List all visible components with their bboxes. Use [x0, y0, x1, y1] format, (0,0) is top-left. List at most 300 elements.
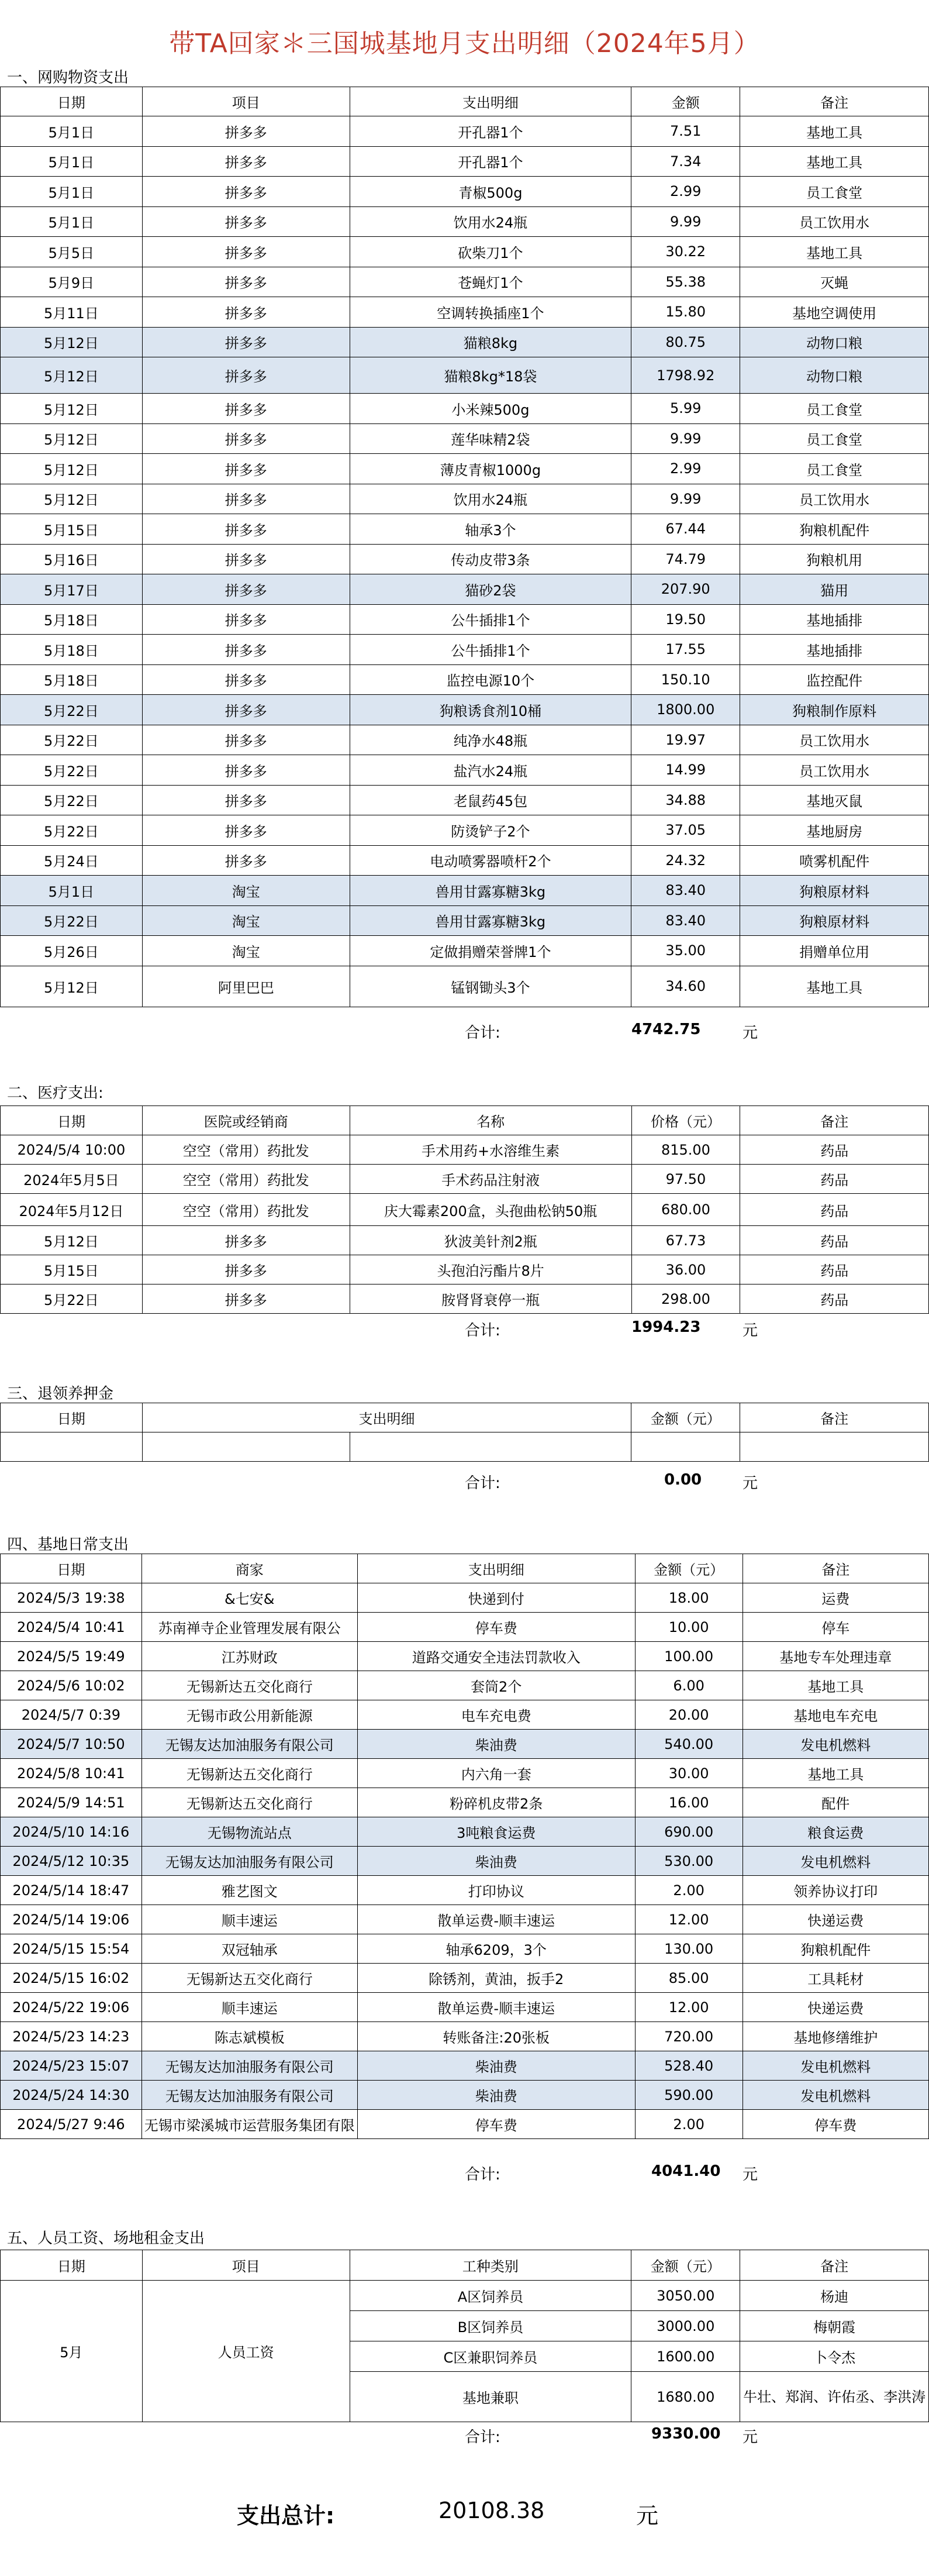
section-5-heading: 五、人员工资、场地租金支出: [7, 2230, 205, 2247]
table-row: [1, 574, 929, 605]
s1-date-cell: 5月12日: [1, 357, 143, 394]
s4-note-cell: 发电机燃料: [742, 2051, 928, 2081]
table-row: [1, 327, 929, 357]
s5-header-amount: 金额（元）: [631, 2250, 740, 2281]
s4-date-cell: 2024/5/5 19:49: [1, 1642, 142, 1671]
table-row: [1, 876, 929, 906]
s4-note-cell: 基地专车处理违章: [742, 1642, 928, 1671]
s2-item-cell: 拼多多: [142, 1226, 350, 1255]
table-row: [1, 116, 929, 147]
s4-amount-cell: 16.00: [635, 1788, 742, 1817]
s4-amount-cell: 10.00: [635, 1613, 742, 1642]
s4-detail-cell: 柴油费: [357, 2081, 635, 2110]
s5-total-label: 合计:: [465, 2429, 500, 2446]
s2-header-amount: 价格（元）: [631, 1106, 740, 1135]
s4-detail-cell: 内六角一套: [357, 1759, 635, 1788]
s1-header-item: 项目: [142, 87, 350, 116]
s5-amount-cell: 3050.00: [631, 2281, 740, 2311]
medical-table: [0, 1106, 929, 1314]
s4-item-cell: 顺丰速运: [141, 1905, 357, 1934]
s5-note-cell: 梅朝霞: [740, 2311, 929, 2341]
table-row: [1, 484, 929, 514]
s2-detail-cell: 头孢泊污酯片8片: [350, 1255, 631, 1284]
s1-item-cell: 拼多多: [142, 267, 350, 297]
online-purchase-table: [0, 87, 929, 1007]
s4-item-cell: 双冠轴承: [141, 1934, 357, 1964]
s1-note-cell: 员工食堂: [740, 423, 929, 454]
s3-empty-cell: [740, 1432, 929, 1462]
table-row: [1, 357, 929, 394]
s1-item-cell: 拼多多: [142, 695, 350, 725]
s4-item-cell: 苏南禅寺企业管理发展有限公: [141, 1613, 357, 1642]
s4-header-date: 日期: [1, 1554, 142, 1583]
s3-header-date: 日期: [1, 1403, 143, 1432]
s4-header-amount: 金额（元）: [635, 1554, 742, 1583]
s1-item-cell: 拼多多: [142, 237, 350, 267]
s1-date-cell: 5月22日: [1, 755, 143, 786]
s4-note-cell: 基地工具: [742, 1671, 928, 1700]
s1-item-cell: 拼多多: [142, 635, 350, 665]
table-row: [1, 1730, 929, 1759]
s4-amount-cell: 540.00: [635, 1730, 742, 1759]
s4-detail-cell: 柴油费: [357, 1847, 635, 1876]
s1-note-cell: 员工饮用水: [740, 206, 929, 237]
table-row: [1, 1993, 929, 2022]
s5-note-cell: 杨迪: [740, 2281, 929, 2311]
s1-detail-cell: 开孔器1个: [350, 146, 631, 177]
s4-date-cell: 2024/5/22 19:06: [1, 1993, 142, 2022]
s1-date-cell: 5月18日: [1, 664, 143, 695]
s1-item-cell: 拼多多: [142, 177, 350, 207]
table-row: [1, 544, 929, 574]
s3-empty-cell: [631, 1432, 740, 1462]
s1-item-cell: 拼多多: [142, 574, 350, 605]
s3-total-unit: 元: [742, 1475, 758, 1492]
s1-detail-cell: 传动皮带3条: [350, 544, 631, 574]
s4-header-item: 商家: [141, 1554, 357, 1583]
s1-date-cell: 5月1日: [1, 206, 143, 237]
s1-note-cell: 狗粮原材料: [740, 905, 929, 936]
s4-note-cell: 狗粮机配件: [742, 1934, 928, 1964]
s5-category-cell: 基地兼职: [350, 2372, 631, 2422]
s3-header-note: 备注: [740, 1403, 929, 1432]
s1-item-cell: 淘宝: [142, 876, 350, 906]
table-row: [1, 1759, 929, 1788]
s5-category-cell: A区饲养员: [350, 2281, 631, 2311]
s4-amount-cell: 528.40: [635, 2051, 742, 2081]
s1-amount-cell: 150.10: [631, 664, 740, 695]
table-row: [1, 1788, 929, 1817]
s1-item-cell: 拼多多: [142, 327, 350, 357]
s1-item-cell: 拼多多: [142, 423, 350, 454]
s4-note-cell: 停车: [742, 1613, 928, 1642]
grand-total-value: 20108.38: [438, 2498, 545, 2523]
s1-date-cell: 5月16日: [1, 544, 143, 574]
s5-note-cell: 牛壮、郑润、许佑丞、李洪涛: [740, 2372, 929, 2422]
s4-date-cell: 2024/5/15 15:54: [1, 1934, 142, 1964]
s1-item-cell: 淘宝: [142, 936, 350, 966]
s1-date-cell: 5月9日: [1, 267, 143, 297]
table-row: [1, 695, 929, 725]
s1-note-cell: 员工饮用水: [740, 755, 929, 786]
page-title: 带TA回家＊三国城基地月支出明细（2024年5月）: [169, 29, 760, 58]
table-row: [1, 1700, 929, 1730]
s4-date-cell: 2024/5/24 14:30: [1, 2081, 142, 2110]
s1-item-cell: 拼多多: [142, 394, 350, 424]
s4-amount-cell: 20.00: [635, 1700, 742, 1730]
s2-note-cell: 药品: [740, 1194, 929, 1226]
s5-total-unit: 元: [742, 2429, 758, 2446]
table-row: [1, 2051, 929, 2081]
table-row: [1, 1671, 929, 1700]
s1-detail-cell: 猫粮8kg*18袋: [350, 357, 631, 394]
salary-table: [0, 2250, 929, 2422]
table-row: [1, 2081, 929, 2110]
table-row: [1, 1165, 929, 1194]
s1-date-cell: 5月12日: [1, 423, 143, 454]
table-row: [1, 2110, 929, 2139]
s2-date-cell: 5月12日: [1, 1226, 143, 1255]
s3-header-amount: 金额（元）: [631, 1403, 740, 1432]
s1-amount-cell: 80.75: [631, 327, 740, 357]
s4-item-cell: 无锡新达五交化商行: [141, 1759, 357, 1788]
s4-date-cell: 2024/5/8 10:41: [1, 1759, 142, 1788]
table-row: [1, 1135, 929, 1165]
s4-detail-cell: 除锈剂，黄油，扳手2: [357, 1964, 635, 1993]
s2-header-date: 日期: [1, 1106, 143, 1135]
s1-total-label: 合计:: [465, 1024, 500, 1042]
s1-note-cell: 监控配件: [740, 664, 929, 695]
s1-date-cell: 5月17日: [1, 574, 143, 605]
s1-amount-cell: 9.99: [631, 484, 740, 514]
s4-amount-cell: 6.00: [635, 1671, 742, 1700]
s1-detail-cell: 苍蝇灯1个: [350, 267, 631, 297]
table-row: [1, 845, 929, 876]
s3-header-detail: 支出明细: [142, 1403, 631, 1432]
s5-total-value: 9330.00: [651, 2425, 721, 2443]
s1-item-cell: 拼多多: [142, 785, 350, 815]
s1-amount-cell: 24.32: [631, 845, 740, 876]
s1-item-cell: 拼多多: [142, 206, 350, 237]
table-row: [1, 1194, 929, 1226]
s5-note-cell: 卜令杰: [740, 2341, 929, 2372]
section-4-heading: 四、基地日常支出: [7, 1536, 129, 1554]
s1-note-cell: 员工食堂: [740, 394, 929, 424]
s4-amount-cell: 85.00: [635, 1964, 742, 1993]
s1-detail-cell: 电动喷雾器喷杆2个: [350, 845, 631, 876]
s1-item-cell: 拼多多: [142, 725, 350, 755]
s1-note-cell: 基地空调使用: [740, 297, 929, 328]
section-2-heading: 二、医疗支出:: [7, 1084, 103, 1102]
s1-date-cell: 5月1日: [1, 146, 143, 177]
s1-amount-cell: 2.99: [631, 177, 740, 207]
table-row: [1, 1583, 929, 1613]
s4-date-cell: 2024/5/4 10:41: [1, 1613, 142, 1642]
s1-date-cell: 5月26日: [1, 936, 143, 966]
s4-detail-cell: 电车充电费: [357, 1700, 635, 1730]
s1-item-cell: 淘宝: [142, 905, 350, 936]
s4-note-cell: 停车费: [742, 2110, 928, 2139]
s4-detail-cell: 散单运费-顺丰速运: [357, 1905, 635, 1934]
s4-note-cell: 工具耗材: [742, 1964, 928, 1993]
s1-item-cell: 拼多多: [142, 297, 350, 328]
s4-amount-cell: 530.00: [635, 1847, 742, 1876]
s3-empty-cell: [1, 1432, 143, 1462]
deposit-refund-table: [0, 1403, 929, 1462]
s4-note-cell: 配件: [742, 1788, 928, 1817]
s1-note-cell: 狗粮机用: [740, 544, 929, 574]
s3-empty-cell: [350, 1432, 631, 1462]
s2-detail-cell: 手术药品注射液: [350, 1165, 631, 1194]
s1-date-cell: 5月12日: [1, 484, 143, 514]
s1-detail-cell: 公牛插排1个: [350, 604, 631, 635]
s1-amount-cell: 83.40: [631, 905, 740, 936]
s4-detail-cell: 打印协议: [357, 1876, 635, 1905]
s2-date-cell: 5月15日: [1, 1255, 143, 1284]
s4-date-cell: 2024/5/12 10:35: [1, 1847, 142, 1876]
table-row: [1, 1817, 929, 1847]
s1-amount-cell: 15.80: [631, 297, 740, 328]
s2-detail-cell: 胺肾肾衰停一瓶: [350, 1284, 631, 1314]
s4-item-cell: 无锡新达五交化商行: [141, 1964, 357, 1993]
s1-item-cell: 拼多多: [142, 484, 350, 514]
s4-date-cell: 2024/5/10 14:16: [1, 1817, 142, 1847]
s1-note-cell: 基地工具: [740, 116, 929, 147]
table-row: [1, 905, 929, 936]
s2-note-cell: 药品: [740, 1135, 929, 1165]
table-row: [1, 454, 929, 484]
s1-detail-cell: 空调转换插座1个: [350, 297, 631, 328]
s1-item-cell: 拼多多: [142, 815, 350, 846]
s1-amount-cell: 74.79: [631, 544, 740, 574]
s1-item-cell: 阿里巴巴: [142, 966, 350, 1007]
s1-date-cell: 5月1日: [1, 177, 143, 207]
s5-category-cell: C区兼职饲养员: [350, 2341, 631, 2372]
s1-item-cell: 拼多多: [142, 604, 350, 635]
table-row: [1, 394, 929, 424]
s4-item-cell: 江苏财政: [141, 1642, 357, 1671]
s4-note-cell: 发电机燃料: [742, 2081, 928, 2110]
s4-date-cell: 2024/5/14 19:06: [1, 1905, 142, 1934]
s4-item-cell: 无锡新达五交化商行: [141, 1788, 357, 1817]
s2-detail-cell: 庆大霉素200盒，头孢曲松钠50瓶: [350, 1194, 631, 1226]
s4-detail-cell: 轴承6209，3个: [357, 1934, 635, 1964]
s1-item-cell: 拼多多: [142, 454, 350, 484]
s2-amount-cell: 815.00: [631, 1135, 740, 1165]
s4-total-label: 合计:: [465, 2166, 500, 2184]
s1-detail-cell: 兽用甘露寡糖3kg: [350, 876, 631, 906]
s4-amount-cell: 2.00: [635, 1876, 742, 1905]
table-row: [1, 815, 929, 846]
s4-date-cell: 2024/5/9 14:51: [1, 1788, 142, 1817]
s1-detail-cell: 定做捐赠荣誉牌1个: [350, 936, 631, 966]
s2-date-cell: 5月22日: [1, 1284, 143, 1314]
s4-item-cell: 无锡新达五交化商行: [141, 1671, 357, 1700]
s2-detail-cell: 手术用药+水溶维生素: [350, 1135, 631, 1165]
s1-detail-cell: 薄皮青椒1000g: [350, 454, 631, 484]
s2-amount-cell: 36.00: [631, 1255, 740, 1284]
s4-amount-cell: 130.00: [635, 1934, 742, 1964]
s4-amount-cell: 18.00: [635, 1583, 742, 1613]
s2-total-label: 合计:: [465, 1322, 500, 1339]
s4-date-cell: 2024/5/14 18:47: [1, 1876, 142, 1905]
s2-total-value: 1994.23: [631, 1318, 701, 1336]
s1-item-cell: 拼多多: [142, 755, 350, 786]
s2-item-cell: 空空（常用）药批发: [142, 1165, 350, 1194]
s4-note-cell: 发电机燃料: [742, 1847, 928, 1876]
s2-total-unit: 元: [742, 1322, 758, 1339]
s1-note-cell: 猫用: [740, 574, 929, 605]
s1-detail-cell: 饮用水24瓶: [350, 206, 631, 237]
s5-amount-cell: 3000.00: [631, 2311, 740, 2341]
s1-amount-cell: 37.05: [631, 815, 740, 846]
s1-amount-cell: 35.00: [631, 936, 740, 966]
s4-note-cell: 基地修缮维护: [742, 2022, 928, 2051]
s2-note-cell: 药品: [740, 1255, 929, 1284]
s1-amount-cell: 207.90: [631, 574, 740, 605]
s1-note-cell: 员工饮用水: [740, 484, 929, 514]
s5-amount-cell: 1600.00: [631, 2341, 740, 2372]
s2-date-cell: 2024年5月12日: [1, 1194, 143, 1226]
s3-empty-cell: [142, 1432, 350, 1462]
s1-note-cell: 基地工具: [740, 146, 929, 177]
s4-amount-cell: 30.00: [635, 1759, 742, 1788]
s1-date-cell: 5月1日: [1, 116, 143, 147]
s1-note-cell: 基地厨房: [740, 815, 929, 846]
s4-amount-cell: 12.00: [635, 1993, 742, 2022]
s1-note-cell: 狗粮原材料: [740, 876, 929, 906]
s1-date-cell: 5月22日: [1, 695, 143, 725]
s2-item-cell: 空空（常用）药批发: [142, 1135, 350, 1165]
s1-date-cell: 5月5日: [1, 237, 143, 267]
section-3-heading: 三、退领养押金: [7, 1385, 114, 1403]
s1-amount-cell: 19.50: [631, 604, 740, 635]
s1-item-cell: 拼多多: [142, 357, 350, 394]
s1-detail-cell: 猫粮8kg: [350, 327, 631, 357]
s4-detail-cell: 3吨粮食运费: [357, 1817, 635, 1847]
s4-note-cell: 基地工具: [742, 1759, 928, 1788]
s1-amount-cell: 67.44: [631, 514, 740, 545]
s4-detail-cell: 柴油费: [357, 1730, 635, 1759]
s1-note-cell: 员工饮用水: [740, 725, 929, 755]
s1-note-cell: 基地插排: [740, 604, 929, 635]
s1-detail-cell: 小米辣500g: [350, 394, 631, 424]
s1-note-cell: 狗粮机配件: [740, 514, 929, 545]
s1-note-cell: 基地工具: [740, 237, 929, 267]
s1-date-cell: 5月22日: [1, 725, 143, 755]
s1-date-cell: 5月1日: [1, 876, 143, 906]
table-row: [1, 1284, 929, 1314]
s1-header-amount: 金额: [631, 87, 740, 116]
s4-date-cell: 2024/5/7 10:50: [1, 1730, 142, 1759]
s1-item-cell: 拼多多: [142, 845, 350, 876]
s4-item-cell: 无锡市梁溪城市运营服务集团有限: [141, 2110, 357, 2139]
table-row: [1, 1226, 929, 1255]
s4-note-cell: 快递运费: [742, 1905, 928, 1934]
s1-date-cell: 5月12日: [1, 966, 143, 1007]
s4-item-cell: 雅艺图文: [141, 1876, 357, 1905]
table-row: [1, 177, 929, 207]
s1-note-cell: 员工食堂: [740, 177, 929, 207]
s2-header-note: 备注: [740, 1106, 929, 1135]
s4-note-cell: 基地电车充电: [742, 1700, 928, 1730]
s4-note-cell: 运费: [742, 1583, 928, 1613]
s3-total-label: 合计:: [465, 1475, 500, 1492]
table-row: [1, 1964, 929, 1993]
s1-detail-cell: 锰钢锄头3个: [350, 966, 631, 1007]
s1-header-note: 备注: [740, 87, 929, 116]
s1-amount-cell: 34.88: [631, 785, 740, 815]
s4-item-cell: 陈志斌模板: [141, 2022, 357, 2051]
s4-detail-cell: 粉碎机皮带2条: [357, 1788, 635, 1817]
s1-amount-cell: 83.40: [631, 876, 740, 906]
s4-item-cell: &七安&: [141, 1583, 357, 1613]
s4-item-cell: 顺丰速运: [141, 1993, 357, 2022]
s5-header-note: 备注: [740, 2250, 929, 2281]
s2-amount-cell: 97.50: [631, 1165, 740, 1194]
s4-total-value: 4041.40: [651, 2162, 721, 2180]
s4-note-cell: 粮食运费: [742, 1817, 928, 1847]
s1-item-cell: 拼多多: [142, 146, 350, 177]
s4-date-cell: 2024/5/7 0:39: [1, 1700, 142, 1730]
s1-amount-cell: 1800.00: [631, 695, 740, 725]
s4-detail-cell: 道路交通安全违法罚款收入: [357, 1642, 635, 1671]
s1-date-cell: 5月18日: [1, 635, 143, 665]
s4-amount-cell: 2.00: [635, 2110, 742, 2139]
grand-total-unit: 元: [636, 2503, 659, 2529]
table-row: [1, 1255, 929, 1284]
s4-amount-cell: 720.00: [635, 2022, 742, 2051]
table-row: [1, 604, 929, 635]
table-row: [1, 1876, 929, 1905]
s1-date-cell: 5月22日: [1, 785, 143, 815]
s1-detail-cell: 青椒500g: [350, 177, 631, 207]
s1-note-cell: 捐赠单位用: [740, 936, 929, 966]
s1-detail-cell: 狗粮诱食剂10桶: [350, 695, 631, 725]
s5-category-cell: B区饲养员: [350, 2311, 631, 2341]
s1-amount-cell: 9.99: [631, 206, 740, 237]
s1-detail-cell: 猫砂2袋: [350, 574, 631, 605]
s4-item-cell: 无锡友达加油服务有限公司: [141, 1730, 357, 1759]
s1-amount-cell: 1798.92: [631, 357, 740, 394]
s4-detail-cell: 快递到付: [357, 1583, 635, 1613]
s4-detail-cell: 停车费: [357, 1613, 635, 1642]
s1-amount-cell: 14.99: [631, 755, 740, 786]
s4-item-cell: 无锡友达加油服务有限公司: [141, 1847, 357, 1876]
s1-note-cell: 动物口粮: [740, 327, 929, 357]
s1-detail-cell: 监控电源10个: [350, 664, 631, 695]
s1-total-value: 4742.75: [631, 1021, 701, 1038]
s1-amount-cell: 30.22: [631, 237, 740, 267]
s1-note-cell: 基地工具: [740, 966, 929, 1007]
section-1-heading: 一、网购物资支出: [7, 69, 129, 87]
s2-item-cell: 空空（常用）药批发: [142, 1194, 350, 1226]
s4-amount-cell: 590.00: [635, 2081, 742, 2110]
s1-date-cell: 5月22日: [1, 905, 143, 936]
table-row: [1, 206, 929, 237]
s1-date-cell: 5月24日: [1, 845, 143, 876]
s1-detail-cell: 开孔器1个: [350, 116, 631, 147]
s1-detail-cell: 防烫铲子2个: [350, 815, 631, 846]
s4-detail-cell: 套筒2个: [357, 1671, 635, 1700]
s1-amount-cell: 7.34: [631, 146, 740, 177]
s5-header-date: 日期: [1, 2250, 143, 2281]
table-row: [1, 755, 929, 786]
s1-amount-cell: 5.99: [631, 394, 740, 424]
s1-note-cell: 基地灭鼠: [740, 785, 929, 815]
s1-date-cell: 5月12日: [1, 454, 143, 484]
table-row: [1, 237, 929, 267]
